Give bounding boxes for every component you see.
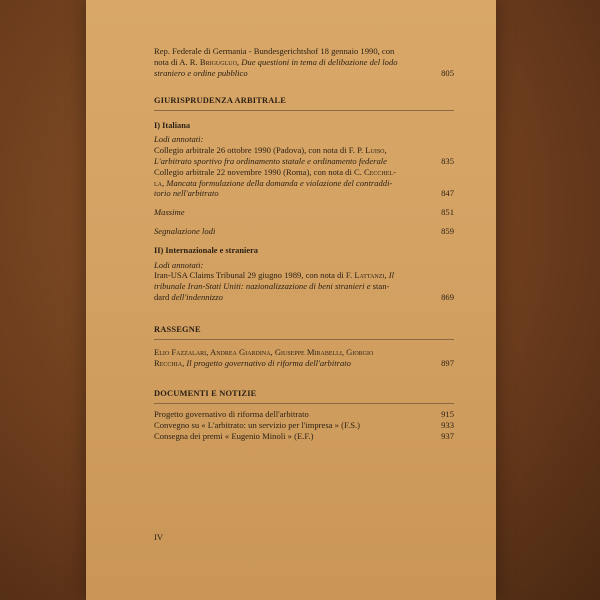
author-name: Luiso	[365, 145, 385, 156]
toc-entry-iran-usa	[154, 270, 454, 302]
page-ref: 937	[441, 430, 454, 441]
toc-entry-roma	[154, 167, 454, 199]
divider	[154, 110, 454, 111]
author-name: Cecchel-	[364, 166, 396, 177]
entry-line: nota di A. R. Brigugluo, Due questioni in tema di delibazione del lodo	[154, 56, 398, 67]
list-item: Convegno su « L'arbitrato: un servizio per l'impresa » (F.S.) 933	[154, 419, 454, 430]
page-ref: 915	[441, 409, 454, 420]
lodi-label: Lodi annotati:	[154, 134, 204, 145]
entry-line: Rep. Federale di Germania - Bundesgerichtshof 18 gennaio 1990, con	[154, 46, 395, 56]
entry-line: straniero e ordine pubblico	[154, 67, 248, 78]
entry-line: la, Mancata formulazione della domanda e violazione del contraddi-	[154, 177, 393, 188]
page-ref: 869	[441, 292, 454, 303]
divider	[154, 403, 454, 404]
entry-line: Massime	[154, 207, 185, 218]
lodi-label: Lodi annotati:	[154, 259, 204, 270]
entry-line: tribunale Iran-Stati Uniti: nazionalizzazione di beni stranieri e stan-	[154, 281, 390, 292]
divider	[154, 339, 454, 340]
toc-entry-segnalazione	[154, 226, 454, 237]
entry-line: L'arbitrato sportivo fra ordinamento statale e ordinamento federale	[154, 156, 387, 167]
section-title-giurisprudenza: GIURISPRUDENZA ARBITRALE	[154, 96, 287, 106]
author-name: Brigugluo	[199, 56, 237, 67]
entry-line: Iran-USA Claims Tribunal 29 giugno 1989, con nota di F. Lattanzi, Il	[154, 270, 394, 281]
page-ref: 847	[441, 188, 454, 199]
book-page	[86, 0, 496, 600]
documenti-list	[154, 409, 454, 441]
toc-entry-rassegne	[154, 347, 454, 369]
page-ref: 805	[441, 67, 454, 78]
page-ref: 933	[441, 419, 454, 430]
entry-line: Segnalazione lodi	[154, 226, 216, 237]
page-ref: 859	[441, 226, 454, 237]
section-title-rassegne: RASSEGNE	[154, 324, 201, 334]
subsection-internazionale: II) Internazionale e straniera	[154, 245, 258, 255]
entry-line: Recchia, Il progetto governativo di riforma dell'arbitrato	[154, 357, 351, 368]
entry-line: torio nell'arbitrato	[154, 188, 219, 199]
entry-line: Collegio arbitrale 22 novembre 1990 (Roma), con nota di C. Cecchel-	[154, 166, 396, 177]
toc-entry-padova	[154, 145, 454, 167]
section-title-documenti: DOCUMENTI E NOTIZIE	[154, 388, 257, 398]
entry-line: Collegio arbitrale 26 ottobre 1990 (Padova), con nota di F. P. Luiso,	[154, 145, 387, 156]
table-of-contents	[154, 46, 454, 441]
author-name: Lattanzi	[354, 270, 385, 281]
page-number: IV	[154, 532, 164, 542]
toc-entry-massime	[154, 207, 454, 218]
page-ref: 897	[441, 357, 454, 368]
list-item: Progetto governativo di riforma dell'arbitrato 915	[154, 409, 454, 420]
toc-entry-germania	[154, 46, 454, 78]
entry-line: Elio Fazzalari, Andrea Giardina, Giuseppe Mirabelli, Giorgio	[154, 347, 374, 358]
page-ref: 851	[441, 207, 454, 218]
entry-line: dard dell'indennizzo	[154, 292, 223, 303]
list-item: Consegna dei premi « Eugenio Minoli » (E.F.) 937	[154, 430, 454, 441]
page-ref: 835	[441, 156, 454, 167]
subsection-italiana: I) Italiana	[154, 120, 191, 130]
